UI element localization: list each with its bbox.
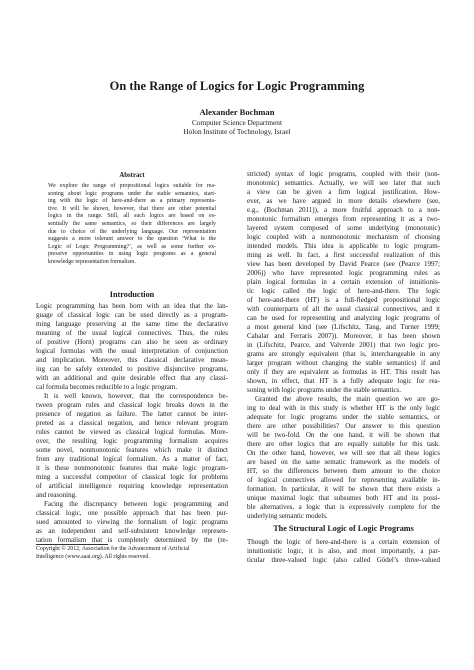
paper-title: On the Range of Logics for Logic Programming (109, 79, 365, 93)
text-line: intuitionistic logic, it is also, and most importantly, a par- (247, 547, 440, 555)
text-line: meaning of the usual logical connectives. Thus, the rules (36, 329, 228, 337)
text-line: shown, in effect, that HT is a fully adequate logic for rea- (247, 377, 440, 385)
text-line: soning about logic programs under the stable semantics, start- (48, 190, 216, 197)
text-line: e.g., (Bochman 2011)), a more fruitful approach to a non- (247, 206, 440, 214)
text-line: ming a successful competitor of classical logic for problems (36, 473, 228, 481)
text-line: Intelligence (www.aaai.org). All rights reserved. (36, 553, 150, 560)
text-line: unique maximal logic that subsumes both HT and its possi- (247, 494, 440, 502)
text-line: due to choice of the underlying language. Our representation (48, 228, 216, 235)
text-line: On the other hand, however, we will see that all these logics (247, 449, 440, 457)
text-line: Cabalar and Ferraris 2007)). Moreover, it has been shown (247, 332, 440, 340)
text-line: larger program without changing the stable semantics) if and (247, 359, 440, 367)
text-line: ming language preserving at the same time the declarative (36, 320, 228, 328)
text-line: pressive opportunities in using logic programs as a general (48, 251, 216, 258)
text-line: view has been developed by David Pearce (see (Pearce 1997; (247, 260, 440, 268)
text-line: of artificial intelligence requiring knowledge representation (36, 482, 228, 490)
text-line: logic coupled with a nonmonotonic mechanism of choosing (247, 233, 440, 241)
text-line: Granted the above results, the main question we are go- (255, 395, 440, 403)
footnote-rule (36, 544, 108, 545)
author-name: Alexander Bochman (199, 107, 275, 117)
text-line: can be used for representing and analyzing logic programs of (247, 314, 440, 322)
text-line: and implication. Moreover, this classical declarative mean- (36, 356, 228, 364)
text-line: from any traditional logical formalism. As a matter of fact, (36, 455, 228, 463)
text-line: are based on the same sematic framework as the models of (247, 458, 440, 466)
text-line: preted as a classical negation, and hence relevant program (36, 419, 228, 427)
text-line: ing with the logic of here-and-there as a primary representa- (48, 198, 216, 205)
text-line: intended models. This idea is applicable to logic program- (247, 242, 440, 250)
text-line: and reasoning. (36, 491, 77, 499)
affiliation-line: Computer Science Department (192, 118, 282, 127)
text-line: It is well known, however, that the correspondence be- (44, 392, 228, 400)
abstract-heading: Abstract (119, 172, 145, 179)
text-line: of here-and-there (HT) is a full-fledged propositional logic (247, 296, 440, 304)
text-line: only if they are equivalent as formulas in HT. This result has (247, 368, 440, 376)
text-line: soning with logic programs under the stable semantics. (247, 386, 401, 394)
text-line: a view can be given a firm logical justification. How- (247, 188, 440, 196)
text-line: Facing the discrepancy between logic programming and (44, 500, 228, 508)
text-line: presence of negation as failure. The latter cannot be inter- (36, 410, 228, 418)
text-line: tation formalism that is completely determined by the (re- (36, 536, 228, 544)
text-line: underlying semantic models. (247, 512, 328, 520)
text-line: ever, as we have argued in more details elsewhere (see, (247, 197, 440, 205)
right-column (247, 0, 440, 670)
text-line: Logic programming has been born with an idea that the lan- (36, 302, 228, 310)
text-line: grams are strongly equivalent (that is, interchangeable in any (247, 350, 440, 358)
text-line: HT, so the differences between them amount to the choice (247, 467, 440, 475)
text-line: some novel, nonmonotonic features which make it distinct (36, 446, 228, 454)
text-line: in (Lifschitz, Pearce, and Valverde 2001) that two logic pro- (247, 341, 440, 349)
text-line: adequate for logic programs under the stable semantics, or (247, 413, 440, 421)
text-line: Copyright © 2012, Association for the Advancement of Artificial (36, 546, 190, 552)
text-line: ble alternatives, a logic that is expressively complete for the (247, 503, 440, 511)
text-line: plain logical formulas in a certain extension of intuitionis- (247, 278, 440, 286)
text-line: rules cannot be viewed as classical logical formulas. More- (36, 428, 228, 436)
text-line: layered system composed of some underlying (monotonic) (247, 224, 440, 232)
text-line: monotonic) semantics. Actually, we will see later that such (247, 179, 440, 187)
left-column (36, 0, 228, 670)
text-line: ming as well. In fact, a first successful realization of this (247, 251, 440, 259)
text-line: of positive (Horn) programs can also be seen as ordinary (36, 338, 228, 346)
text-line: suggests a more tolerant answer to the question ‘What is the (48, 236, 216, 243)
text-line: ing can be safely extended to positive disjunctive programs, (36, 365, 228, 373)
text-line: as an independent and self-subsistent knowledge represen- (36, 527, 228, 535)
affiliation-line: Holon Institute of Technology, Israel (183, 126, 291, 136)
text-line: over, the resulting logic programming formalism acquires (36, 437, 228, 445)
text-line: cal formula becomes reducible to a logic program. (36, 383, 178, 391)
text-line: of logical connectives allowed for representing available in- (247, 476, 440, 484)
text-line: Logic of Logic Programming?’, as well as some further ex- (48, 243, 216, 250)
text-line: will be two-fold. On the one hand, it will be shown that (247, 431, 440, 439)
text-line: there are other logics that are equally suitable for this task. (247, 440, 440, 448)
text-line: there are other possibilities? Our answer to this question (247, 422, 440, 430)
text-line: We explore the range of propositional logics suitable for rea- (48, 183, 216, 189)
text-line: stricted) syntax of logic programs, coupled with their (non- (247, 170, 440, 178)
text-line: logics in the range. Still, all such logics are based on es- (48, 213, 216, 220)
text-line: knowledge representation formalism. (48, 259, 136, 265)
text-line: tic logic called the logic of here-and-there. The logic (247, 287, 440, 295)
text-line: with counterparts of all the usual classical connectives, and it (247, 305, 440, 313)
text-line: sentially the same semantics, so their differences are largely (48, 221, 216, 227)
text-line: a most general kind (see (Lifschitz, Tang, and Turner 1999; (247, 323, 440, 331)
introduction-heading: Introduction (109, 290, 155, 299)
text-line: 2006)) who have represented logic programming rules as (247, 269, 440, 277)
text-line: logical formulas with the usual interpretation of conjunction (36, 347, 228, 355)
text-line: tween program rules and classical logic breaks down in the (36, 401, 228, 409)
text-line: classical logic, one possible approach that has been pur- (36, 509, 228, 517)
section-heading-structural-logic: The Structural Logic of Logic Programs (273, 524, 414, 533)
text-line: monotonic formalism emerges from representing it as a two- (247, 215, 440, 223)
text-line: ticular three-valued logic (also called Gödel’s three-valued (247, 556, 440, 564)
text-line: guage of classical logic can be used directly as a program- (36, 311, 228, 319)
text-line: tive. It will be shown, however, that there are other potential (48, 205, 216, 212)
text-line: it is these nonmonotonic features that make logic program- (36, 464, 228, 472)
text-line: Though the logic of here-and-there is a certain extension of (247, 538, 440, 546)
text-line: with an additional and quite desirable effect that any classi- (36, 374, 228, 382)
text-line: sued amounted to viewing the formalism of logic programs (36, 518, 228, 526)
text-line: formation. In particular, it will be shown that there exists a (247, 485, 440, 493)
text-line: ing to deal with in this study is whether HT is the only logic (247, 404, 440, 412)
